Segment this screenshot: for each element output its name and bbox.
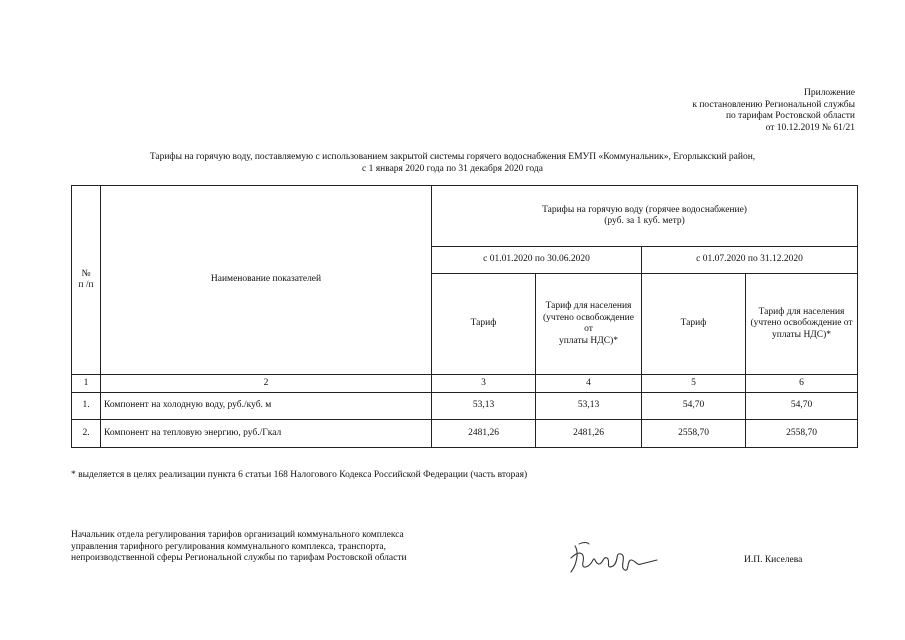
appendix-line: от 10.12.2019 № 61/21 [765,122,855,133]
header-tariff: Тариф [642,274,746,375]
row-value: 54,70 [642,393,746,420]
header-tariff-population: Тариф для населения (учтено освобождение от уплаты НДС)* [536,274,642,375]
row-value: 2481,26 [536,420,642,448]
footnote: * выделяется в целях реализации пункта 6 статьи 168 Налогового Кодекса Российской Федерации (часть вторая) [71,470,528,480]
row-value: 53,13 [432,393,536,420]
column-number: 6 [746,375,858,393]
header-period-2: с 01.07.2020 по 31.12.2020 [642,247,858,274]
appendix-line: к постановлению Региональной службы [692,99,855,110]
header-group-title: Тарифы на горячую воду (горячее водоснабжение) (руб. за 1 куб. метр) [432,186,858,247]
header-tariff-population: Тариф для населения (учтено освобождение от уплаты НДС)* [746,274,858,375]
row-value: 54,70 [746,393,858,420]
title-line-1: Тарифы на горячую воду, поставляемую с использованием закрытой системы горячего водоснабжения ЕМУП «Коммунальник», Егорлыкский район, [149,152,756,162]
row-value: 2481,26 [432,420,536,448]
title-line-2: с 1 января 2020 года по 31 декабря 2020 года [362,164,543,174]
header-period-1: с 01.01.2020 по 30.06.2020 [432,247,642,274]
table-row [72,393,858,420]
header-num: № п /п [72,186,101,375]
appendix-line: по тарифам Ростовской области [725,111,855,121]
row-name: Компонент на холодную воду, руб./куб. м [101,393,432,420]
header-tariff: Тариф [432,274,536,375]
appendix-line: Приложение [804,88,855,98]
row-name: Компонент на тепловую энергию, руб./Гкал [101,420,432,448]
column-number: 3 [432,375,536,393]
column-number: 2 [101,375,432,393]
appendix-header [595,88,855,134]
document-title [60,151,845,175]
row-num: 1. [72,393,101,420]
row-value: 2558,70 [746,420,858,448]
header-name: Наименование показателей [101,186,432,375]
column-number: 4 [536,375,642,393]
row-value: 53,13 [536,393,642,420]
row-value: 2558,70 [642,420,746,448]
row-num: 2. [72,420,101,448]
column-number: 5 [642,375,746,393]
signer-name: И.П. Киселева [744,555,803,565]
column-number-row [72,375,858,393]
tariff-table [71,185,858,448]
column-number: 1 [72,375,101,393]
handwritten-signature [565,538,660,578]
table-row [72,420,858,448]
signer-title: Начальник отдела регулирования тарифов организаций коммунального комплекса управления тарифного регулирования коммунального комплекса, транспорта, непроизводственной сферы Региональной службы по тарифам Ростовской области [71,530,407,563]
